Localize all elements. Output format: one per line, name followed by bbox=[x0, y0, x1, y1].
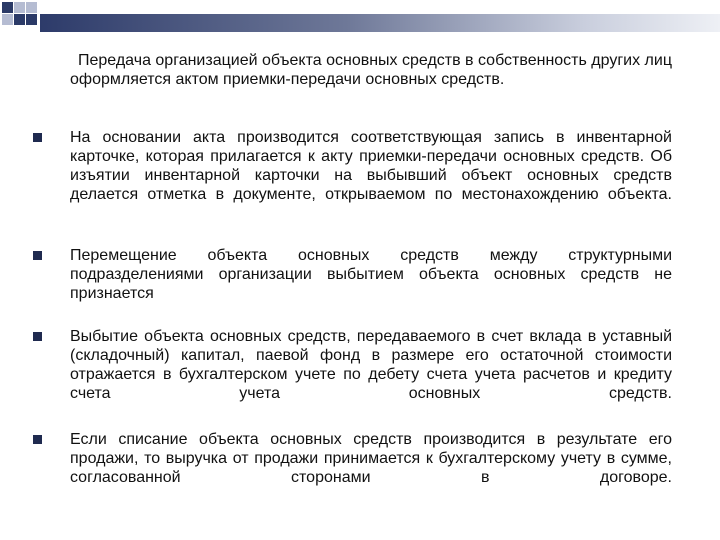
square-bullet-icon bbox=[33, 332, 42, 341]
square-bullet-icon bbox=[33, 435, 42, 444]
list-item-text: Перемещение объекта основных средств между структурными подразделениями организации выбытием объекта основных средств не признается bbox=[70, 247, 672, 302]
list-item-text: Выбытие объекта основных средств, передаваемого в счет вклада в уставный (складочный) капитал, паевой фонд в размере его остаточной стоимости отражается в бухгалтерском учете по дебету счета учета расчетов и кредиту счета учета основных средств. bbox=[70, 328, 672, 402]
square-bullet-icon bbox=[33, 251, 42, 260]
list-item-text: Если списание объекта основных средств производится в результате его продажи, то выручка от продажи принимается к бухгалтерскому учету в сумме, согласованной сторонами в договоре. bbox=[70, 431, 672, 486]
intro-paragraph: Передача организацией объекта основных средств в собственность других лиц оформляется актом приемки-передачи основных средств. bbox=[70, 52, 672, 88]
square-bullet-icon bbox=[33, 133, 42, 142]
list-item-text: На основании акта производится соответствующая запись в инвентарной карточке, которая прилагается к акту приемки-передачи основных средств. Об изъятии инвентарной карточки на выбывший объект основных средств делается отметка в документе, открываемом по местонахождению объекта. bbox=[70, 129, 672, 203]
